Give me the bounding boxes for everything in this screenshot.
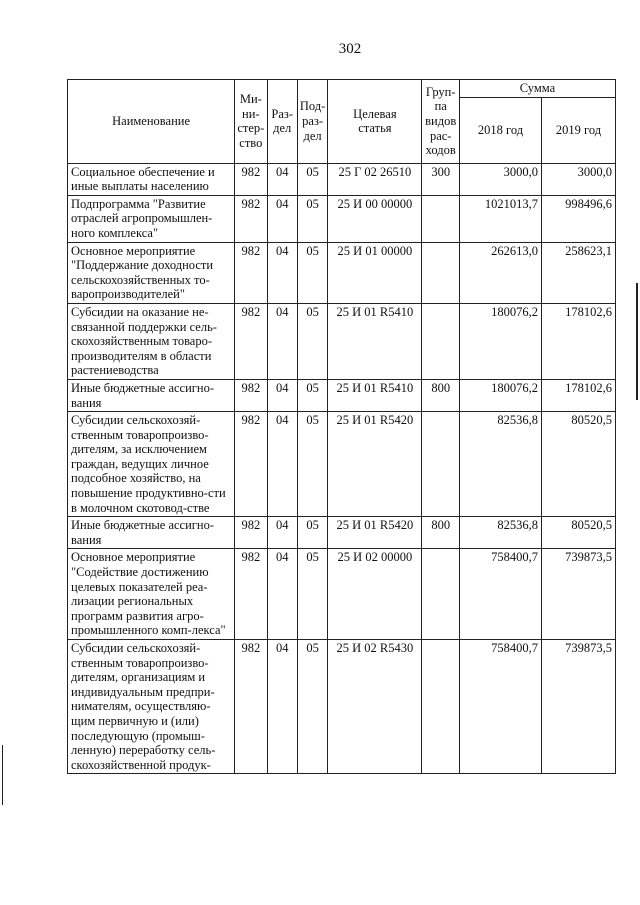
cell-group: [422, 640, 459, 774]
table-row: [68, 517, 616, 549]
margin-line-left: [2, 745, 3, 805]
header-ministry-text: Ми- ни- стер- ство: [237, 92, 265, 150]
cell-subsection: 05: [297, 517, 327, 549]
cell-ministry: 982: [235, 195, 267, 242]
cell-section: 04: [267, 195, 297, 242]
cell-subsection: 05: [297, 163, 327, 195]
cell-ministry: 982: [235, 303, 267, 379]
cell-group: [422, 549, 459, 640]
cell-2018: 758400,7: [459, 640, 541, 774]
cell-target: 25 И 01 00000: [328, 242, 422, 303]
cell-ministry: 982: [235, 412, 267, 517]
cell-ministry: 982: [235, 640, 267, 774]
cell-ministry: 982: [235, 549, 267, 640]
cell-target: 25 И 02 R5430: [328, 640, 422, 774]
cell-2019: 998496,6: [542, 195, 616, 242]
cell-2018: 82536,8: [459, 412, 541, 517]
budget-table: [67, 79, 616, 774]
cell-subsection: 05: [297, 242, 327, 303]
cell-ministry: 982: [235, 163, 267, 195]
cell-ministry: 982: [235, 242, 267, 303]
cell-group: 300: [422, 163, 459, 195]
cell-2018: 180076,2: [459, 379, 541, 411]
table-row: [68, 379, 616, 411]
cell-2019: 258623,1: [542, 242, 616, 303]
header-target: [328, 80, 422, 164]
cell-subsection: 05: [297, 303, 327, 379]
cell-target: 25 Г 02 26510: [328, 163, 422, 195]
cell-section: 04: [267, 379, 297, 411]
margin-line-right: [636, 283, 638, 400]
cell-target: 25 И 02 00000: [328, 549, 422, 640]
header-section: [267, 80, 297, 164]
cell-name: Основное мероприятие "Содействие достижению целевых показателей реа-лизации региональных программ развития агро-промышленного комп-лекса": [68, 549, 235, 640]
cell-group: 800: [422, 379, 459, 411]
header-year-2018: 2018 год: [459, 97, 541, 163]
cell-name: Основное мероприятие "Поддержание доходности сельскохозяйственных то-варопроизводителей": [68, 242, 235, 303]
cell-group: [422, 195, 459, 242]
cell-group: 800: [422, 517, 459, 549]
cell-section: 04: [267, 412, 297, 517]
cell-target: 25 И 01 R5410: [328, 303, 422, 379]
cell-name: Субсидии на оказание не-связанной поддержки сель-скохозяйственным товаро-производителям в области растениеводства: [68, 303, 235, 379]
cell-name: Подпрограмма "Развитие отраслей агропромышлен-ного комплекса": [68, 195, 235, 242]
cell-name: Иные бюджетные ассигно-вания: [68, 379, 235, 411]
cell-name: Социальное обеспечение и иные выплаты населению: [68, 163, 235, 195]
header-year-2019: 2019 год: [542, 97, 616, 163]
cell-2018: 758400,7: [459, 549, 541, 640]
table-row: [68, 163, 616, 195]
cell-group: [422, 412, 459, 517]
table-row: [68, 640, 616, 774]
cell-section: 04: [267, 242, 297, 303]
cell-2019: 178102,6: [542, 303, 616, 379]
page-number: 302: [338, 41, 362, 57]
header-group: [422, 80, 459, 164]
cell-name: Иные бюджетные ассигно-вания: [68, 517, 235, 549]
cell-2019: 80520,5: [542, 517, 616, 549]
cell-group: [422, 303, 459, 379]
cell-2018: 1021013,7: [459, 195, 541, 242]
cell-section: 04: [267, 517, 297, 549]
cell-name: Субсидии сельскохозяй-ственным товаропроизво-дителям, за исключением граждан, ведущих личное подсобное хозяйство, на повышение продуктивно-сти в молочном скотовод-стве: [68, 412, 235, 517]
header-subsection-text: Под- раз- дел: [299, 99, 326, 143]
cell-section: 04: [267, 640, 297, 774]
cell-2019: 178102,6: [542, 379, 616, 411]
table-header: [68, 80, 616, 164]
cell-subsection: 05: [297, 640, 327, 774]
cell-section: 04: [267, 549, 297, 640]
table-row: [68, 549, 616, 640]
header-section-text: Раз- дел: [271, 106, 294, 136]
header-target-text: Целевая статья: [353, 106, 397, 136]
table-row: [68, 412, 616, 517]
cell-target: 25 И 00 00000: [328, 195, 422, 242]
table-row: [68, 242, 616, 303]
cell-name: Субсидии сельскохозяй-ственным товаропроизво-дителям, организациям и индивидуальным предпри-нимателям, осуществляю-щим первичную и (или) последующую (промыш-ленную) переработку сель-скохозяйственной продук-: [68, 640, 235, 774]
cell-ministry: 982: [235, 379, 267, 411]
header-name: Наименование: [68, 80, 235, 164]
cell-section: 04: [267, 163, 297, 195]
header-subsection: [297, 80, 327, 164]
table-body: [68, 163, 616, 774]
header-ministry: [235, 80, 267, 164]
cell-target: 25 И 01 R5420: [328, 412, 422, 517]
cell-ministry: 982: [235, 517, 267, 549]
table-row: [68, 303, 616, 379]
cell-2018: 180076,2: [459, 303, 541, 379]
cell-subsection: 05: [297, 379, 327, 411]
cell-group: [422, 242, 459, 303]
cell-2019: 739873,5: [542, 640, 616, 774]
cell-2019: 3000,0: [542, 163, 616, 195]
cell-subsection: 05: [297, 549, 327, 640]
cell-target: 25 И 01 R5420: [328, 517, 422, 549]
cell-section: 04: [267, 303, 297, 379]
header-sum: Сумма: [459, 80, 615, 98]
cell-2018: 3000,0: [459, 163, 541, 195]
cell-target: 25 И 01 R5410: [328, 379, 422, 411]
cell-2019: 739873,5: [542, 549, 616, 640]
cell-2018: 262613,0: [459, 242, 541, 303]
cell-subsection: 05: [297, 195, 327, 242]
table-row: [68, 195, 616, 242]
header-group-text: Груп- па видов рас- ходов: [425, 84, 457, 158]
cell-2019: 80520,5: [542, 412, 616, 517]
cell-subsection: 05: [297, 412, 327, 517]
cell-2018: 82536,8: [459, 517, 541, 549]
